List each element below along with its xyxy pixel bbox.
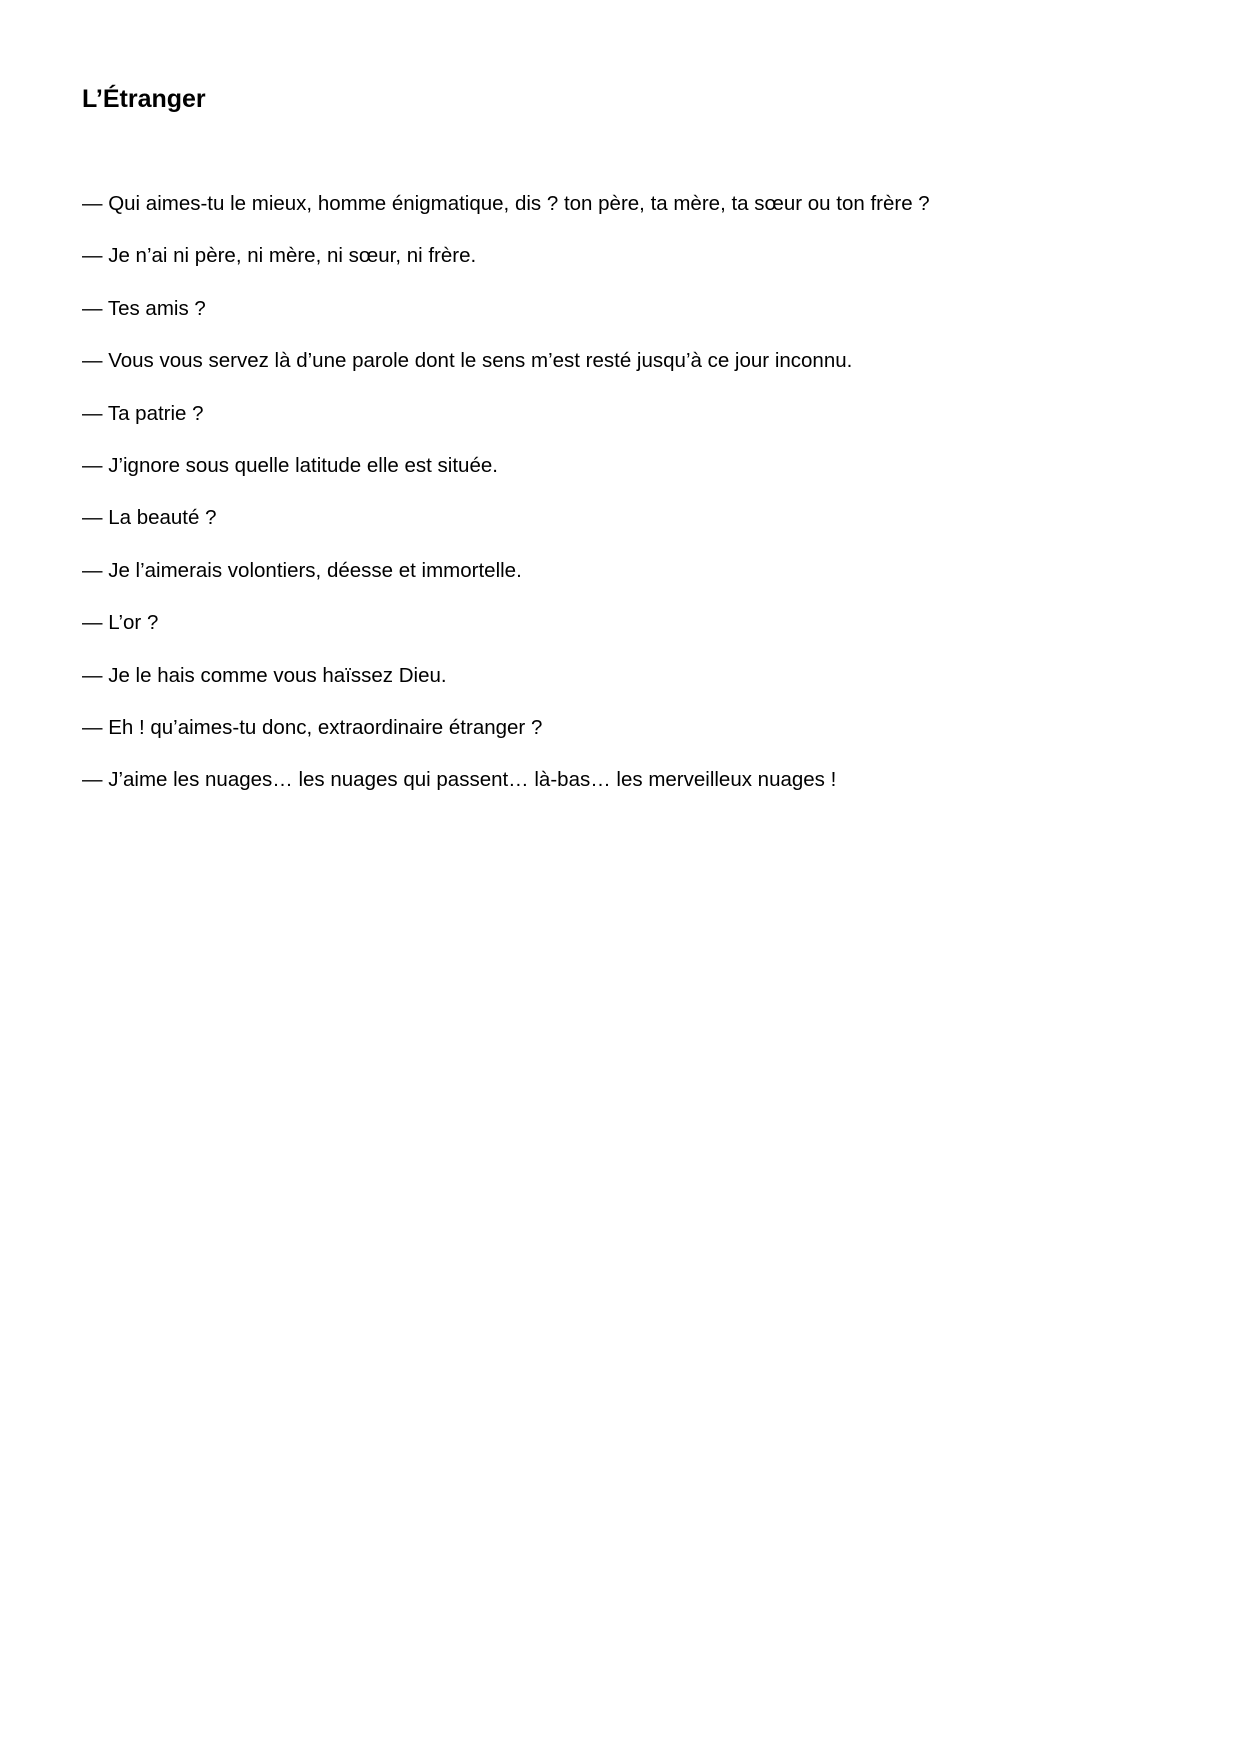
dialogue-line: — Je le hais comme vous haïssez Dieu. [82,663,447,687]
dialogue-line: — La beauté ? [82,506,217,530]
dialogue-block [82,190,930,819]
dialogue-line: — Eh ! qu’aimes-tu donc, extraordinaire étranger ? [82,715,543,739]
dialogue-line: — Ta patrie ? [82,401,204,425]
dialogue-line: — L’or ? [82,611,159,635]
dialogue-line: — Je n’ai ni père, ni mère, ni sœur, ni frère. [82,244,477,268]
dialogue-line: — Je l’aimerais volontiers, déesse et immortelle. [82,558,522,582]
dialogue-line: — J’aime les nuages… les nuages qui passent… là-bas… les merveilleux nuages ! [82,768,837,792]
dialogue-line: — J’ignore sous quelle latitude elle est située. [82,453,498,477]
document-title: L’Étranger [82,85,206,113]
dialogue-line: — Tes amis ? [82,296,206,320]
dialogue-line: — Qui aimes-tu le mieux, homme énigmatique, dis ? ton père, ta mère, ta sœur ou ton frère ? [82,192,930,215]
dialogue-line: — Vous vous servez là d’une parole dont le sens m’est resté jusqu’à ce jour inconnu. [82,349,853,373]
